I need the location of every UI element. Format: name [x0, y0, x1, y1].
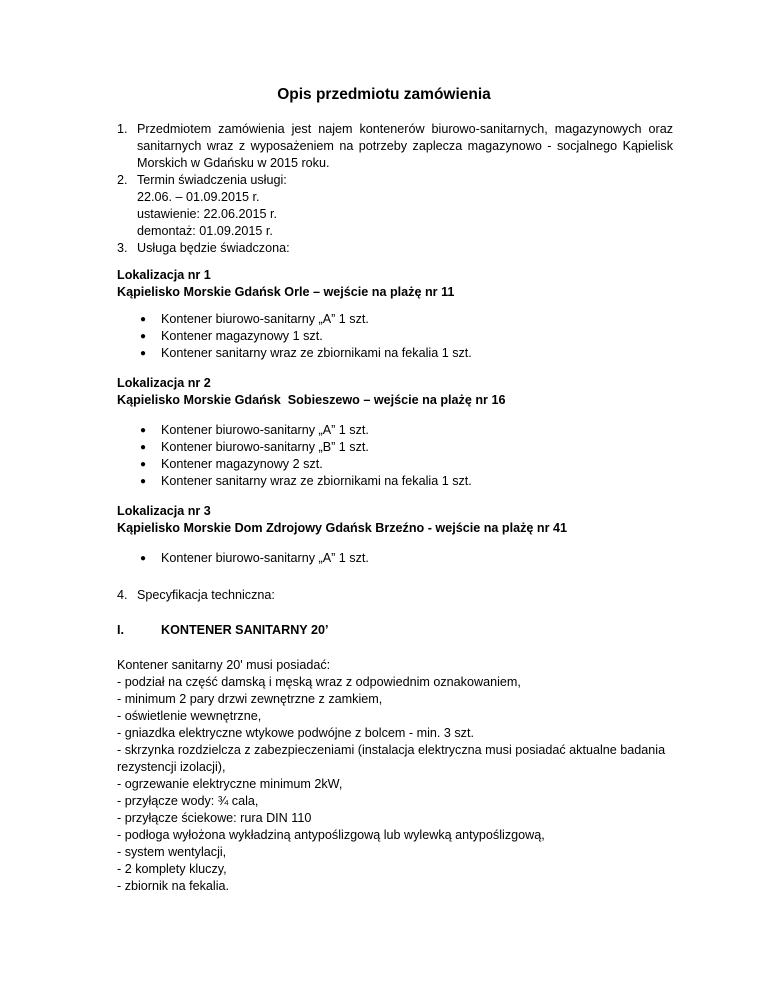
location-heading: Lokalizacja nr 2	[117, 376, 211, 390]
list-item: Kontener sanitarny wraz ze zbiornikami na fekalia 1 szt.	[161, 474, 472, 488]
location-subheading: Kąpielisko Morskie Dom Zdrojowy Gdańsk Brzeźno - wejście na plażę nr 41	[117, 521, 568, 535]
bullet-icon: ●	[140, 331, 147, 342]
bullet-icon: ●	[140, 425, 147, 436]
list-item: Kontener biurowo-sanitarny „B” 1 szt.	[161, 440, 369, 454]
location-heading: Lokalizacja nr 1	[117, 268, 211, 282]
bullet-icon: ●	[140, 553, 147, 564]
spec-line: - gniazdka elektryczne wtykowe podwójne z bolcem - min. 3 szt.	[117, 726, 474, 740]
list-number: 4.	[117, 588, 128, 602]
section-heading: KONTENER SANITARNY 20’	[161, 623, 329, 637]
item4-text: Specyfikacja techniczna:	[137, 588, 275, 602]
spec-line: - ogrzewanie elektryczne minimum 2kW,	[117, 777, 343, 791]
item1-line: Przedmiotem zamówienia jest najem kontenerów biurowo-sanitarnych, magazynowych oraz	[137, 122, 673, 136]
list-item: Kontener biurowo-sanitarny „A” 1 szt.	[161, 423, 369, 437]
spec-line: - oświetlenie wewnętrzne,	[117, 709, 262, 723]
spec-line: - podział na część damską i męską wraz z odpowiednim oznakowaniem,	[117, 675, 521, 689]
section-roman-numeral: I.	[117, 623, 124, 637]
spec-line: - zbiornik na fekalia.	[117, 879, 229, 893]
list-number: 2.	[117, 173, 128, 187]
location-heading: Lokalizacja nr 3	[117, 504, 211, 518]
bullet-icon: ●	[140, 459, 147, 470]
spec-line: rezystencji izolacji),	[117, 760, 226, 774]
list-item: Kontener magazynowy 2 szt.	[161, 457, 323, 471]
list-number: 1.	[117, 122, 128, 136]
spec-line: - system wentylacji,	[117, 845, 227, 859]
item3-text: Usługa będzie świadczona:	[137, 241, 290, 255]
list-item: Kontener magazynowy 1 szt.	[161, 329, 323, 343]
spec-line: - podłoga wyłożona wykładziną antypoślizgową lub wylewką antypoślizgową,	[117, 828, 545, 842]
list-number: 3.	[117, 241, 128, 255]
list-item: Kontener sanitarny wraz ze zbiornikami na fekalia 1 szt.	[161, 346, 472, 360]
bullet-icon: ●	[140, 348, 147, 359]
item2-line: Termin świadczenia usługi:	[137, 173, 287, 187]
spec-line: - minimum 2 pary drzwi zewnętrzne z zamkiem,	[117, 692, 383, 706]
item1-line: sanitarnych wraz z wyposażeniem na potrzeby zaplecza magazynowo - socjalnego Kąpielisk	[137, 139, 673, 153]
item2-line: ustawienie: 22.06.2015 r.	[137, 207, 278, 221]
location-subheading: Kąpielisko Morskie Gdańsk Orle – wejście na plażę nr 11	[117, 285, 455, 299]
list-item: Kontener biurowo-sanitarny „A” 1 szt.	[161, 551, 369, 565]
item2-line: 22.06. – 01.09.2015 r.	[137, 190, 260, 204]
location-subheading: Kąpielisko Morskie Gdańsk Sobieszewo – wejście na plażę nr 16	[117, 393, 506, 407]
item2-line: demontaż: 01.09.2015 r.	[137, 224, 273, 238]
spec-line: - przyłącze wody: ¾ cala,	[117, 794, 259, 808]
bullet-icon: ●	[140, 314, 147, 325]
item1-line: Morskich w Gdańsku w 2015 roku.	[137, 156, 330, 170]
bullet-icon: ●	[140, 476, 147, 487]
document-title: Opis przedmiotu zamówienia	[277, 86, 491, 103]
section-intro: Kontener sanitarny 20' musi posiadać:	[117, 658, 331, 672]
spec-line: - 2 komplety kluczy,	[117, 862, 227, 876]
spec-line: - skrzynka rozdzielcza z zabezpieczeniami (instalacja elektryczna musi posiadać aktualne badania	[117, 743, 666, 757]
spec-line: - przyłącze ściekowe: rura DIN 110	[117, 811, 312, 825]
list-item: Kontener biurowo-sanitarny „A” 1 szt.	[161, 312, 369, 326]
bullet-icon: ●	[140, 442, 147, 453]
